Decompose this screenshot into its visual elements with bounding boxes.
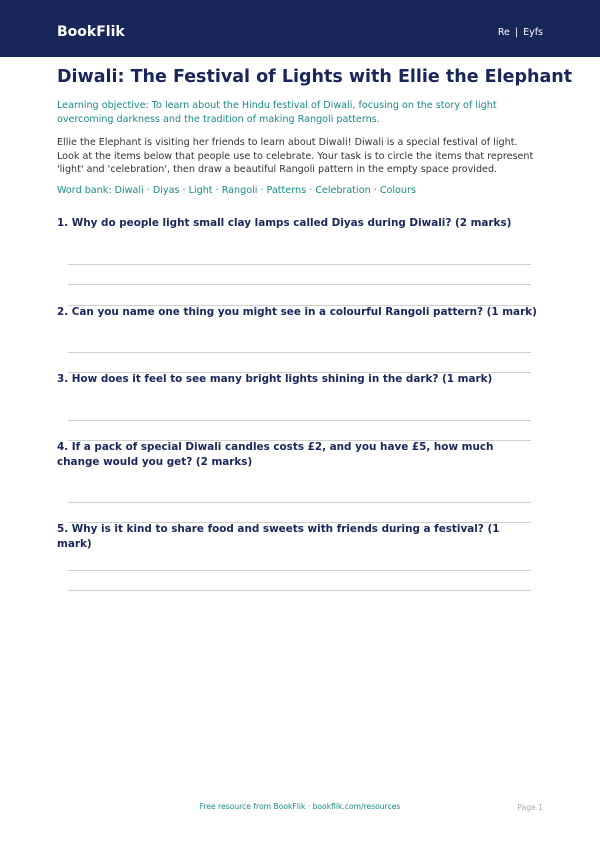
footer-credit[interactable]: Free resource from BookFlik · bookflik.com/resources xyxy=(199,802,401,811)
intro-paragraph: Ellie the Elephant is visiting her friends to learn about Diwali! Diwali is a special festival of light. Look at the items below that people use to celebrate. Your task is to circle the items that represent 'light' and 'celebration', then draw a beautiful Rangoli pattern in the empty space provided. xyxy=(57,137,534,175)
answer-line[interactable] xyxy=(68,590,531,591)
question-4: 4. If a pack of special Diwali candles costs £2, and you have £5, how much change would you get? (2 marks) xyxy=(57,441,494,468)
answer-line[interactable] xyxy=(68,352,531,353)
header-separator: | xyxy=(514,27,519,38)
answer-line[interactable] xyxy=(68,570,531,571)
page-number: Page 1 xyxy=(517,803,543,812)
question-3: 3. How does it feel to see many bright lights shining in the dark? (1 mark) xyxy=(57,373,493,385)
answer-line[interactable] xyxy=(68,284,531,285)
header-bar xyxy=(0,0,600,57)
question-1: 1. Why do people light small clay lamps called Diyas during Diwali? (2 marks) xyxy=(57,217,512,229)
answer-line[interactable] xyxy=(68,502,531,503)
subject-label: Re xyxy=(497,27,510,38)
level-label: Eyfs xyxy=(523,27,543,38)
word-bank: Word bank: Diwali · Diyas · Light · Rangoli · Patterns · Celebration · Colours xyxy=(57,185,416,196)
header-meta xyxy=(498,26,543,40)
question-2: 2. Can you name one thing you might see in a colourful Rangoli pattern? (1 mark) xyxy=(57,306,537,318)
brand-logo-text[interactable]: BookFlik xyxy=(57,24,125,40)
page-title: Diwali: The Festival of Lights with Ellie the Elephant xyxy=(57,67,573,87)
question-5: 5. Why is it kind to share food and sweets with friends during a festival? (1 mark) xyxy=(57,523,500,550)
answer-line[interactable] xyxy=(68,264,531,265)
learning-objective: Learning objective: To learn about the Hindu festival of Diwali, focusing on the story of light overcoming darkness and the tradition of making Rangoli patterns. xyxy=(57,100,497,125)
answer-line[interactable] xyxy=(68,420,531,421)
